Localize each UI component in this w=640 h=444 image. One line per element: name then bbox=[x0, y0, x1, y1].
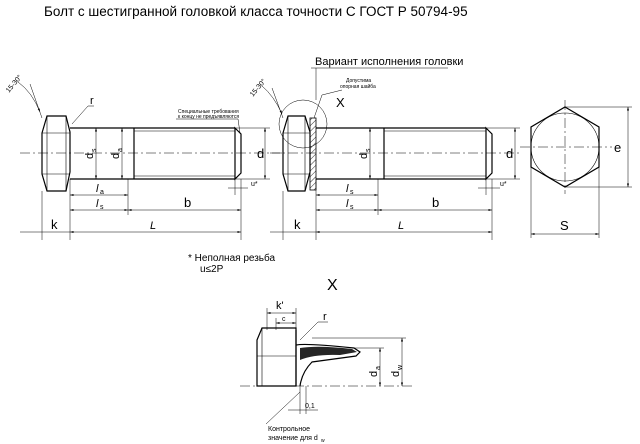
ls-label-3 bbox=[346, 198, 354, 211]
tolerance-label: 0,1 bbox=[305, 403, 315, 410]
svg-text:d: d bbox=[84, 152, 96, 159]
l-label-2: L bbox=[398, 220, 405, 232]
radius-label-1: r bbox=[90, 95, 94, 107]
d-label-1: d bbox=[257, 146, 265, 161]
svg-text:l: l bbox=[96, 183, 99, 195]
hex-end-view bbox=[520, 100, 632, 238]
washer-note-1: Допустима bbox=[346, 78, 372, 84]
control-note-1: Контрольное bbox=[268, 426, 311, 433]
detail-x-marker: X bbox=[336, 95, 345, 110]
thread-note-formula: u≤2P bbox=[200, 264, 224, 275]
detail-x-title: X bbox=[327, 277, 338, 294]
l-label-1: L bbox=[150, 220, 157, 232]
svg-text:значение для d: значение для d bbox=[268, 435, 318, 442]
dw-label-detail bbox=[390, 364, 404, 377]
c-label: c bbox=[282, 316, 286, 323]
svg-text:d: d bbox=[390, 370, 402, 377]
da-label-1 bbox=[110, 148, 124, 159]
ls-label-2 bbox=[346, 183, 354, 196]
svg-text:l: l bbox=[346, 198, 349, 210]
bolt-view-2 bbox=[262, 68, 520, 240]
u-label-1: u* bbox=[251, 181, 258, 188]
svg-text:a: a bbox=[375, 366, 382, 370]
e-label: e bbox=[614, 140, 622, 155]
radius-label-detail: r bbox=[323, 311, 327, 323]
svg-text:s: s bbox=[350, 204, 354, 211]
ds-label-2 bbox=[358, 148, 372, 159]
bolt-view-1 bbox=[18, 82, 282, 240]
k-label-2: k bbox=[294, 217, 301, 232]
da-label-detail bbox=[368, 366, 382, 377]
svg-text:s: s bbox=[350, 189, 354, 196]
svg-text:s: s bbox=[365, 148, 372, 152]
svg-text:w: w bbox=[321, 438, 325, 444]
s-label: S bbox=[560, 218, 569, 233]
control-note-2 bbox=[268, 435, 325, 444]
ds-label-1 bbox=[84, 148, 98, 159]
special-requirements-note-2: к концу не предъявляются bbox=[178, 114, 240, 120]
k-label-1: k bbox=[51, 217, 58, 232]
b-label-2: b bbox=[432, 195, 440, 210]
drawing-title: Болт с шестигранной головкой класса точности С ГОСТ Р 50794-95 bbox=[44, 4, 468, 19]
svg-text:l: l bbox=[346, 183, 349, 195]
svg-text:s: s bbox=[100, 204, 104, 211]
angle-label-1: 15-30° bbox=[5, 73, 24, 95]
svg-text:l: l bbox=[96, 198, 99, 210]
b-label-1: b bbox=[184, 195, 192, 210]
u-label-2: u* bbox=[500, 181, 507, 188]
svg-text:a: a bbox=[100, 189, 104, 196]
special-requirements-note-1: Специальные требования bbox=[178, 109, 239, 115]
angle-label-2: 15-30° bbox=[249, 77, 268, 99]
kprime-label: k' bbox=[276, 300, 284, 312]
detail-x-view bbox=[240, 308, 412, 424]
svg-text:s: s bbox=[91, 148, 98, 152]
thread-note: * Неполная резьба bbox=[188, 253, 276, 264]
svg-text:d: d bbox=[110, 152, 122, 159]
svg-text:w: w bbox=[397, 364, 404, 370]
washer-note-2: опорная шайба bbox=[340, 84, 376, 90]
la-label-1 bbox=[96, 183, 104, 196]
d-label-2: d bbox=[506, 146, 514, 161]
svg-text:d: d bbox=[368, 370, 380, 377]
ls-label-1 bbox=[96, 198, 104, 211]
svg-text:a: a bbox=[117, 148, 124, 152]
variant-caption: Вариант исполнения головки bbox=[315, 56, 464, 68]
svg-text:d: d bbox=[358, 152, 370, 159]
